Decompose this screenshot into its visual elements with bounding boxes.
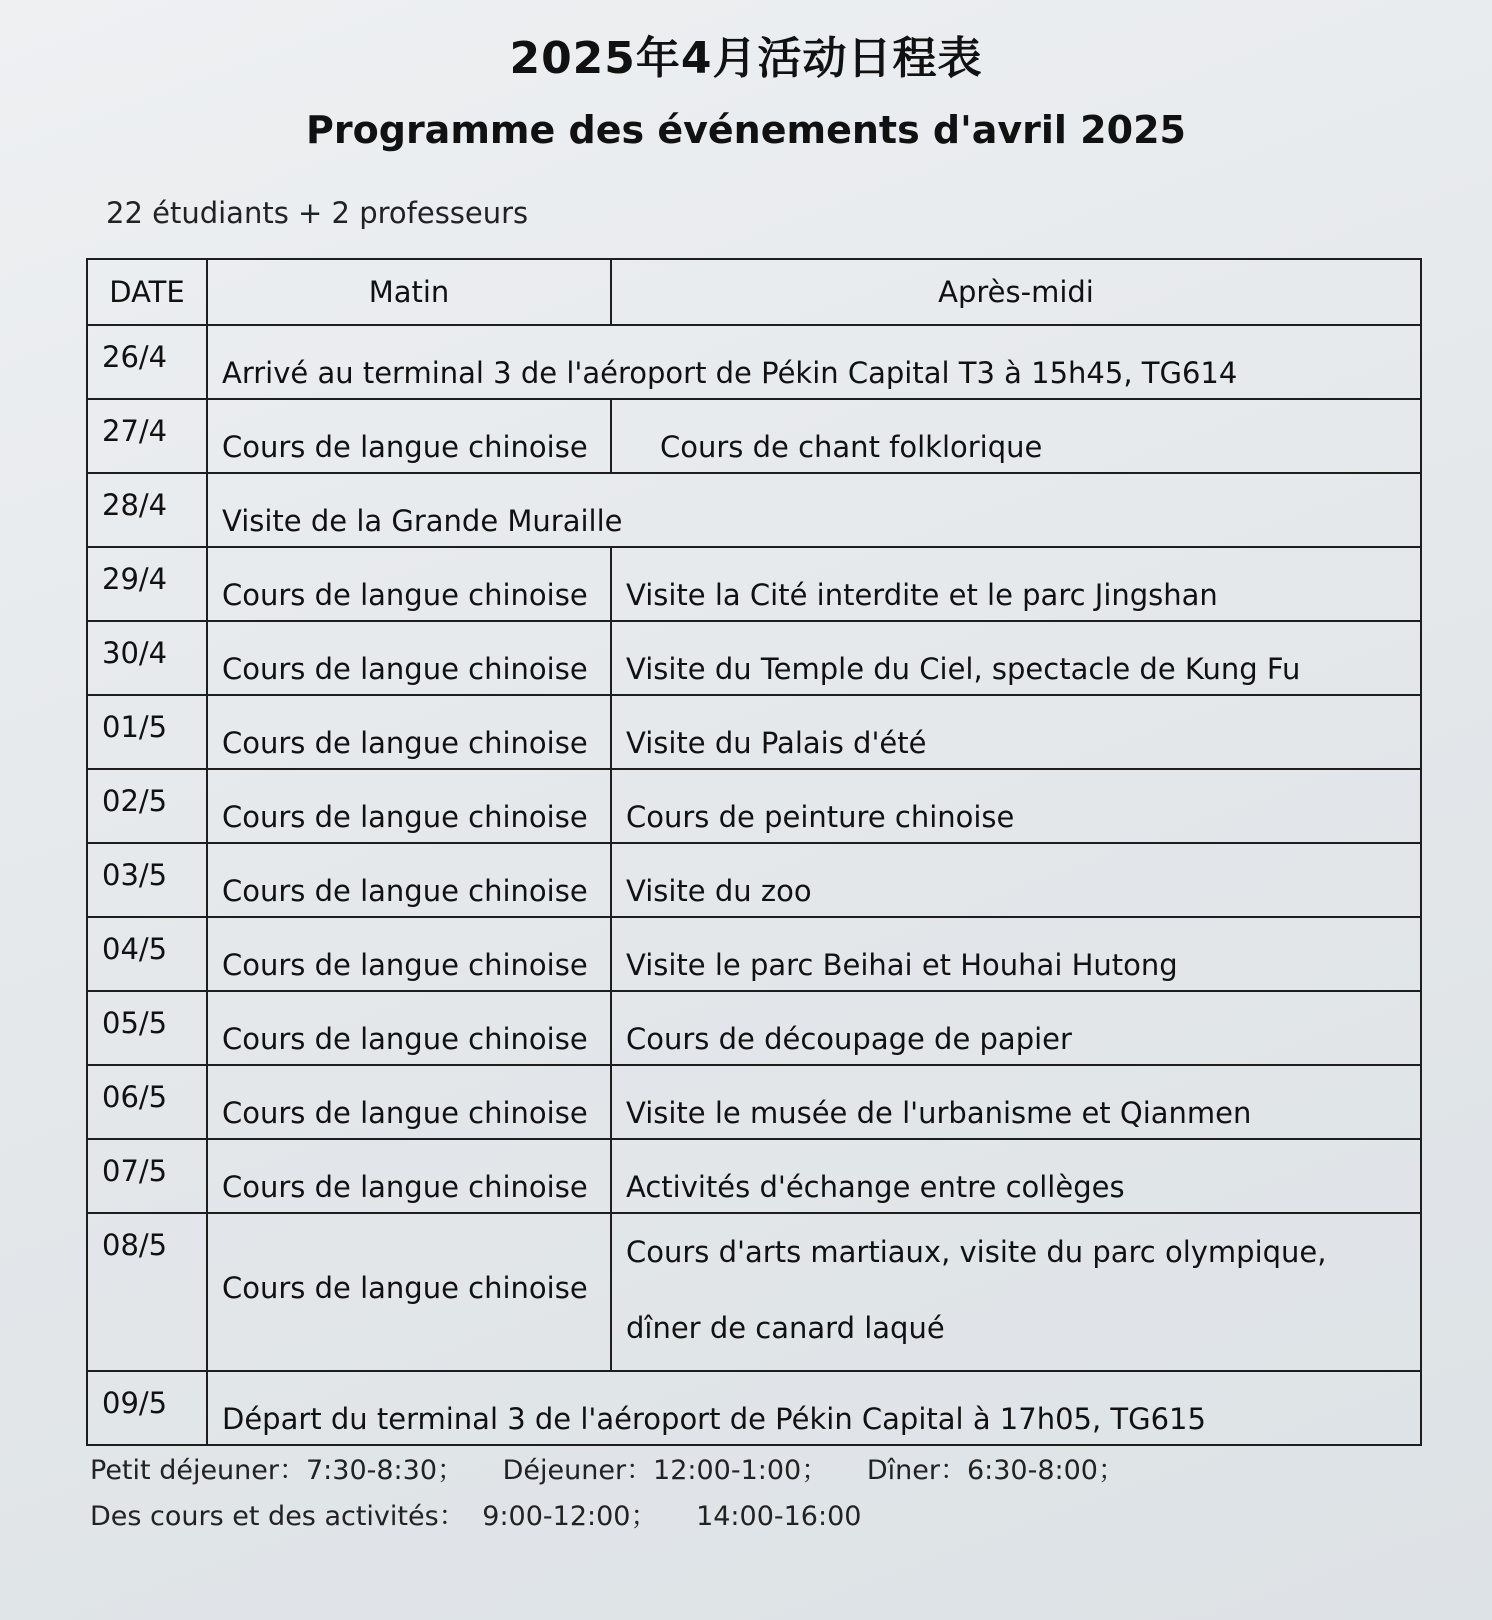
row-morning: Cours de langue chinoise (207, 621, 611, 695)
row-full-day: Arrivé au terminal 3 de l'aéroport de Pékin Capital T3 à 15h45, TG614 (207, 325, 1421, 399)
table-row (87, 399, 1421, 473)
table-header-row (87, 259, 1421, 325)
row-afternoon: Cours de peinture chinoise (611, 769, 1421, 843)
row-date: 01/5 (87, 695, 207, 769)
row-date: 05/5 (87, 991, 207, 1065)
row-morning: Cours de langue chinoise (207, 547, 611, 621)
activities-afternoon-time: 14:00-16:00 (696, 1501, 862, 1532)
table-row (87, 843, 1421, 917)
meal-times (90, 1448, 1155, 1487)
row-morning: Cours de langue chinoise (207, 1139, 611, 1213)
row-date: 03/5 (87, 843, 207, 917)
row-morning: Cours de langue chinoise (207, 917, 611, 991)
table-row (87, 917, 1421, 991)
activities-label: Des cours et des activités： (90, 1501, 466, 1532)
row-afternoon: Visite du zoo (611, 843, 1421, 917)
row-morning: Cours de langue chinoise (207, 843, 611, 917)
table-row (87, 769, 1421, 843)
row-afternoon: Cours de chant folklorique (611, 399, 1421, 473)
dinner-time: Dîner：6:30-8:00； (866, 1455, 1125, 1486)
row-date: 26/4 (87, 325, 207, 399)
table-row (87, 695, 1421, 769)
row-afternoon: Activités d'échange entre collèges (611, 1139, 1421, 1213)
row-afternoon: Cours de découpage de papier (611, 991, 1421, 1065)
breakfast-time: Petit déjeuner：7:30-8:30； (90, 1455, 464, 1486)
participants-count: 22 étudiants + 2 professeurs (106, 196, 529, 230)
lunch-time: Déjeuner：12:00-1:00； (502, 1455, 829, 1486)
row-morning: Cours de langue chinoise (207, 769, 611, 843)
row-full-day: Départ du terminal 3 de l'aéroport de Pékin Capital à 17h05, TG615 (207, 1371, 1421, 1445)
table-row (87, 1371, 1421, 1445)
table-row (87, 473, 1421, 547)
row-full-day: Visite de la Grande Muraille (207, 473, 1421, 547)
header-afternoon: Après-midi (611, 259, 1421, 325)
row-afternoon: Cours d'arts martiaux, visite du parc olympique, dîner de canard laqué (611, 1213, 1421, 1371)
row-date: 30/4 (87, 621, 207, 695)
row-afternoon: Visite le musée de l'urbanisme et Qianmen (611, 1065, 1421, 1139)
row-morning: Cours de langue chinoise (207, 1213, 611, 1371)
row-morning: Cours de langue chinoise (207, 695, 611, 769)
row-afternoon: Visite du Temple du Ciel, spectacle de Kung Fu (611, 621, 1421, 695)
row-date: 06/5 (87, 1065, 207, 1139)
title-french: Programme des événements d'avril 2025 (306, 108, 1186, 152)
row-afternoon: Visite la Cité interdite et le parc Jingshan (611, 547, 1421, 621)
row-date: 29/4 (87, 547, 207, 621)
activities-morning-time: 9:00-12:00； (482, 1501, 658, 1532)
table-row (87, 1213, 1421, 1371)
table-row (87, 1065, 1421, 1139)
row-date: 04/5 (87, 917, 207, 991)
row-date: 09/5 (87, 1371, 207, 1445)
table-row (87, 547, 1421, 621)
header-morning: Matin (207, 259, 611, 325)
row-date: 08/5 (87, 1213, 207, 1371)
table-row (87, 325, 1421, 399)
row-afternoon: Visite le parc Beihai et Houhai Hutong (611, 917, 1421, 991)
row-date: 27/4 (87, 399, 207, 473)
title-chinese: 2025年4月活动日程表 (509, 33, 983, 84)
row-date: 28/4 (87, 473, 207, 547)
table-row (87, 621, 1421, 695)
header-date: DATE (87, 259, 207, 325)
table-row (87, 1139, 1421, 1213)
row-date: 07/5 (87, 1139, 207, 1213)
activity-times (90, 1494, 891, 1533)
row-morning: Cours de langue chinoise (207, 991, 611, 1065)
row-afternoon: Visite du Palais d'été (611, 695, 1421, 769)
row-morning: Cours de langue chinoise (207, 1065, 611, 1139)
row-date: 02/5 (87, 769, 207, 843)
schedule-table (86, 258, 1422, 1446)
table-row (87, 991, 1421, 1065)
row-morning: Cours de langue chinoise (207, 399, 611, 473)
